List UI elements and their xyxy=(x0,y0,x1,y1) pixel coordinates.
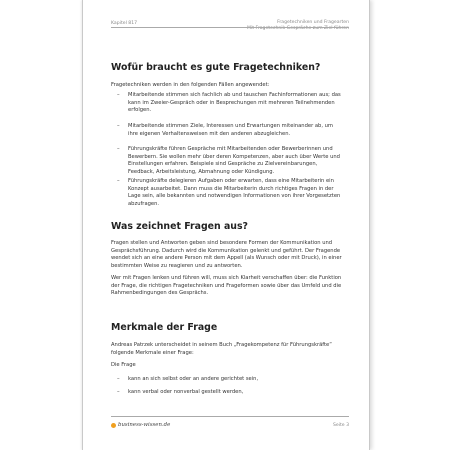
header-title-line1: Fragetechniken und Fragearten xyxy=(277,20,349,25)
section3-para1: Andreas Patrzek unterscheidet in seinem Buch „Fragekompetenz für Führungskräfte“ folgende Merkmale einer Frage: xyxy=(111,342,332,356)
list-item xyxy=(117,92,341,115)
list-item-text: Führungskräfte führen Gespräche mit Mitarbeitenden oder Bewerberinnen und Bewerbern. Sie wollen mehr über deren Kompetenzen, aber auch über Werte und Einstellungen erfahren. Beispiele sind Gespräche zu Zielvereinbarungen, Feedback, Arbeitsleistung, Abmahnung oder Kündigung. xyxy=(128,146,340,175)
section2-heading: Was zeichnet Fragen aus? xyxy=(111,221,248,232)
bullet-dash: – xyxy=(117,92,120,98)
footer-rule xyxy=(111,416,349,417)
list-item-text: Mitarbeitende stimmen sich fachlich ab und tauschen Fachinformationen aus; das kann im Zweier-Gespräch oder in Besprechungen mit mehreren Teilnehmenden erfolgen. xyxy=(128,92,341,114)
bullet-dash: – xyxy=(117,146,120,152)
section3-label: Die Frage xyxy=(111,362,136,368)
list-item xyxy=(117,178,341,208)
footer-logo[interactable]: business-wissen.de xyxy=(118,422,171,428)
section3-heading: Merkmale der Frage xyxy=(111,322,218,333)
list-item xyxy=(117,123,341,138)
list-item-text: kann verbal oder nonverbal gestellt werden, xyxy=(128,389,244,395)
header-title-line2: Mit Fragetechnik Gespräche zum Ziel führen xyxy=(247,26,349,32)
list-item xyxy=(117,389,341,397)
bullet-dash: – xyxy=(117,389,120,395)
list-item-text: Mitarbeitende stimmen Ziele, Interessen und Erwartungen miteinander ab, um ihre eigenen Verhaltensweisen mit den anderen abzugleichen. xyxy=(128,123,333,137)
bullet-dash: – xyxy=(117,123,120,129)
section2-para2: Wer mit Fragen lenken und führen will, muss sich Klarheit verschaffen über: die Funktion der Frage, die richtigen Fragetechniken und Frageformen sowie über das Umfeld und die Rahmenbedingungen des Gesprächs. xyxy=(111,275,342,297)
header-rule xyxy=(111,27,349,28)
section1-heading: Wofür braucht es gute Fragetechniken? xyxy=(111,62,321,73)
bullet-dash: – xyxy=(117,178,120,184)
bullet-dash: – xyxy=(117,376,120,382)
list-item xyxy=(117,376,341,384)
document-page xyxy=(82,0,370,450)
logo-dot-icon xyxy=(111,423,116,428)
list-item xyxy=(117,146,341,176)
section1-intro: Fragetechniken werden in den folgenden Fällen angewendet: xyxy=(111,82,270,88)
list-item-text: Führungskräfte delegieren Aufgaben oder erwarten, dass eine Mitarbeiterin ein Konzept ausarbeitet. Dann muss die Mitarbeiterin durch richtiges Fragen in der Lage sein, alle bekannten und notwendigen Informationen von ihrer Vorgesetzten abzufragen. xyxy=(128,178,341,207)
page-number: Seite 3 xyxy=(332,423,349,428)
header-chapter: Kapitel 817 xyxy=(111,21,138,26)
section2-para1: Fragen stellen und Antworten geben sind besondere Formen der Kommunikation und Gesprächsführung. Dadurch wird die Kommunikation gelenkt und geführt. Der Fragende wendet sich an eine andere Person mit dem Appell (als Wunsch oder mit Druck), in einer bestimmten Weise zu reagieren und zu antworten. xyxy=(111,240,342,269)
list-item-text: kann an sich selbst oder an andere gerichtet sein, xyxy=(128,376,259,382)
